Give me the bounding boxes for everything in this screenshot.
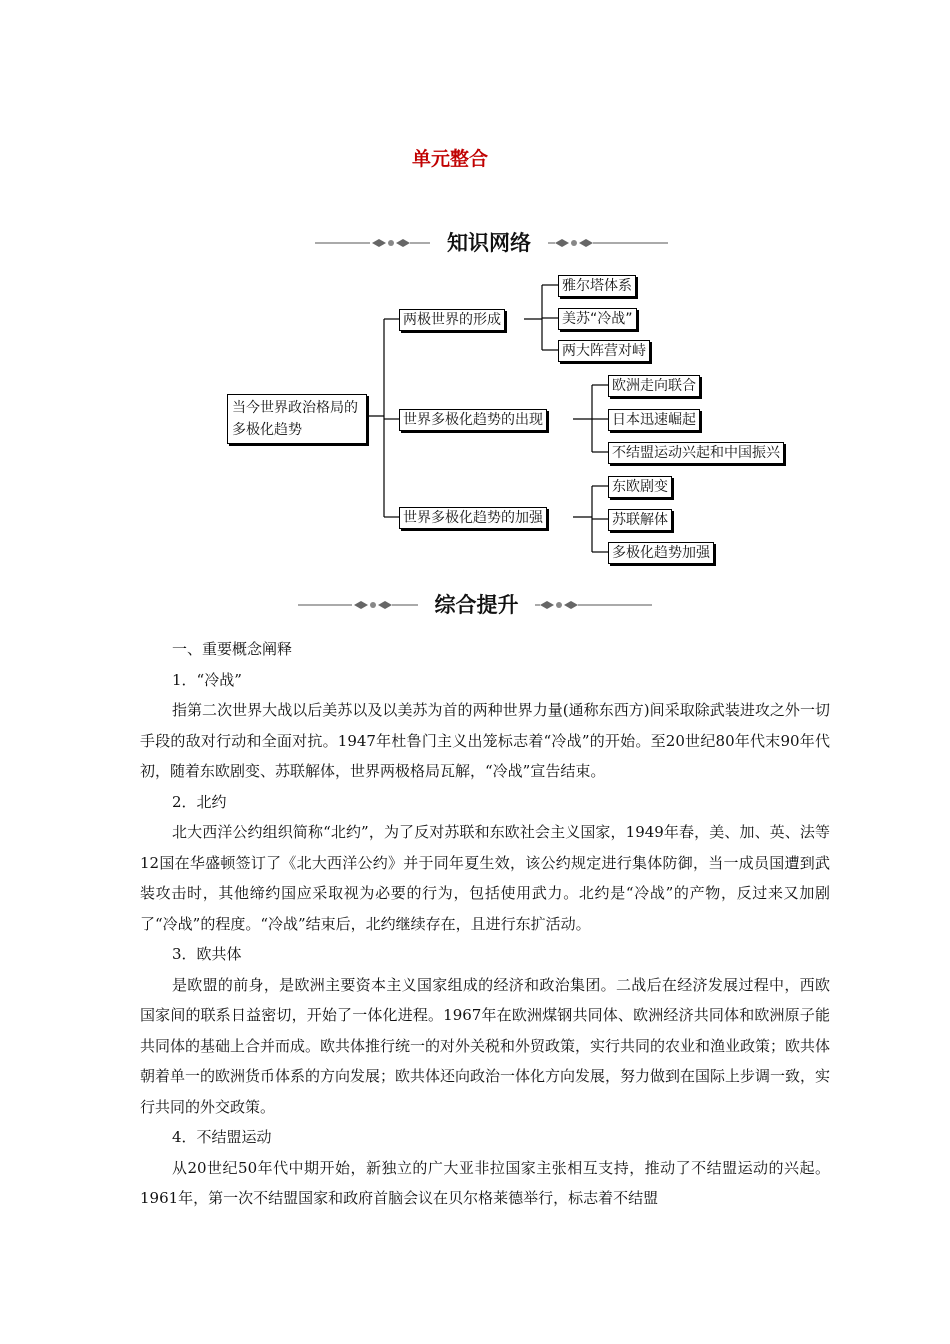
page-title: 单元整合 bbox=[411, 148, 488, 170]
branch-node-multipolar-strengthen: 世界多极化趋势的加强 bbox=[399, 507, 547, 529]
item-paragraph: 从20世纪50年代中期开始，新独立的广大亚非拉国家主张相互支持，推动了不结盟运动的兴起。1961年，第一次不结盟国家和政府首脑会议在贝尔格莱德举行，标志着不结盟 bbox=[140, 1158, 830, 1207]
leaf-node: 不结盟运动兴起和中国振兴 bbox=[608, 442, 784, 464]
branch-node-multipolar-emerge: 世界多极化趋势的出现 bbox=[399, 409, 547, 431]
item-paragraph: 是欧盟的前身，是欧洲主要资本主义国家组成的经济和政治集团。二战后在经济发展过程中，西欧国家间的联系日益密切，开始了一体化进程。1967年在欧洲煤钢共同体、欧洲经济共同体和欧洲原子能共同体的基础上合并而成。欧共体推行统一的对外关税和外贸政策，实行共同的农业和渔业政策；欧共体朝着单一的欧洲货币体系的方向发展；欧共体还向政治一体化方向发展，努力做到在国际上步调一致，实行共同的外交政策。 bbox=[140, 975, 831, 1116]
leaf-node: 日本迅速崛起 bbox=[608, 409, 700, 431]
item-paragraph: 北大西洋公约组织简称“北约”，为了反对苏联和东欧社会主义国家，1949年春，美、加、英、法等12国在华盛顿签订了《北大西洋公约》并于同年夏生效，该公约规定进行集体防御，当一成员国遭到武装攻击时，其他缔约国应采取视为必要的行为，包括使用武力。北约是“冷战”的产物，反过来又加剧了“冷战”的程度。“冷战”结束后，北约继续存在，且进行东扩活动。 bbox=[140, 823, 830, 933]
item-title: 3．欧共体 bbox=[172, 945, 242, 963]
leaf-node: 雅尔塔体系 bbox=[558, 275, 636, 297]
leaf-node: 两大阵营对峙 bbox=[558, 340, 650, 362]
branch-node-bipolar: 两极世界的形成 bbox=[399, 309, 505, 331]
section-header-knowledge bbox=[0, 228, 950, 258]
content-heading: 一、重要概念阐释 bbox=[172, 640, 293, 658]
leaf-node: 东欧剧变 bbox=[608, 476, 672, 498]
leaf-node: 欧洲走向联合 bbox=[608, 375, 700, 397]
item-title: 4．不结盟运动 bbox=[172, 1128, 272, 1146]
leaf-node: 美苏“冷战” bbox=[558, 308, 637, 330]
section-title-knowledge: 知识网络 bbox=[447, 231, 531, 255]
main-content bbox=[140, 634, 830, 1214]
item-title: 2．北约 bbox=[172, 792, 227, 811]
item-paragraph: 指第二次世界大战以后美苏以及以美苏为首的两种世界力量(通称东西方)间采取除武装进攻之外一切手段的敌对行动和全面对抗。1947年杜鲁门主义出笼标志着“冷战”的开始。至20世纪80年代末90年代初，随着东欧剧变、苏联解体，世界两极格局瓦解，“冷战”宣告结束。 bbox=[140, 701, 830, 780]
root-node: 当今世界政治格局的多极化趋势 bbox=[227, 394, 367, 444]
section-header-summary bbox=[0, 590, 950, 620]
leaf-node: 多极化趋势加强 bbox=[608, 542, 714, 564]
item-title: 1．“冷战” bbox=[172, 670, 242, 689]
knowledge-network-diagram bbox=[0, 270, 950, 570]
leaf-node: 苏联解体 bbox=[608, 509, 672, 531]
section-title-summary: 综合提升 bbox=[434, 593, 519, 617]
